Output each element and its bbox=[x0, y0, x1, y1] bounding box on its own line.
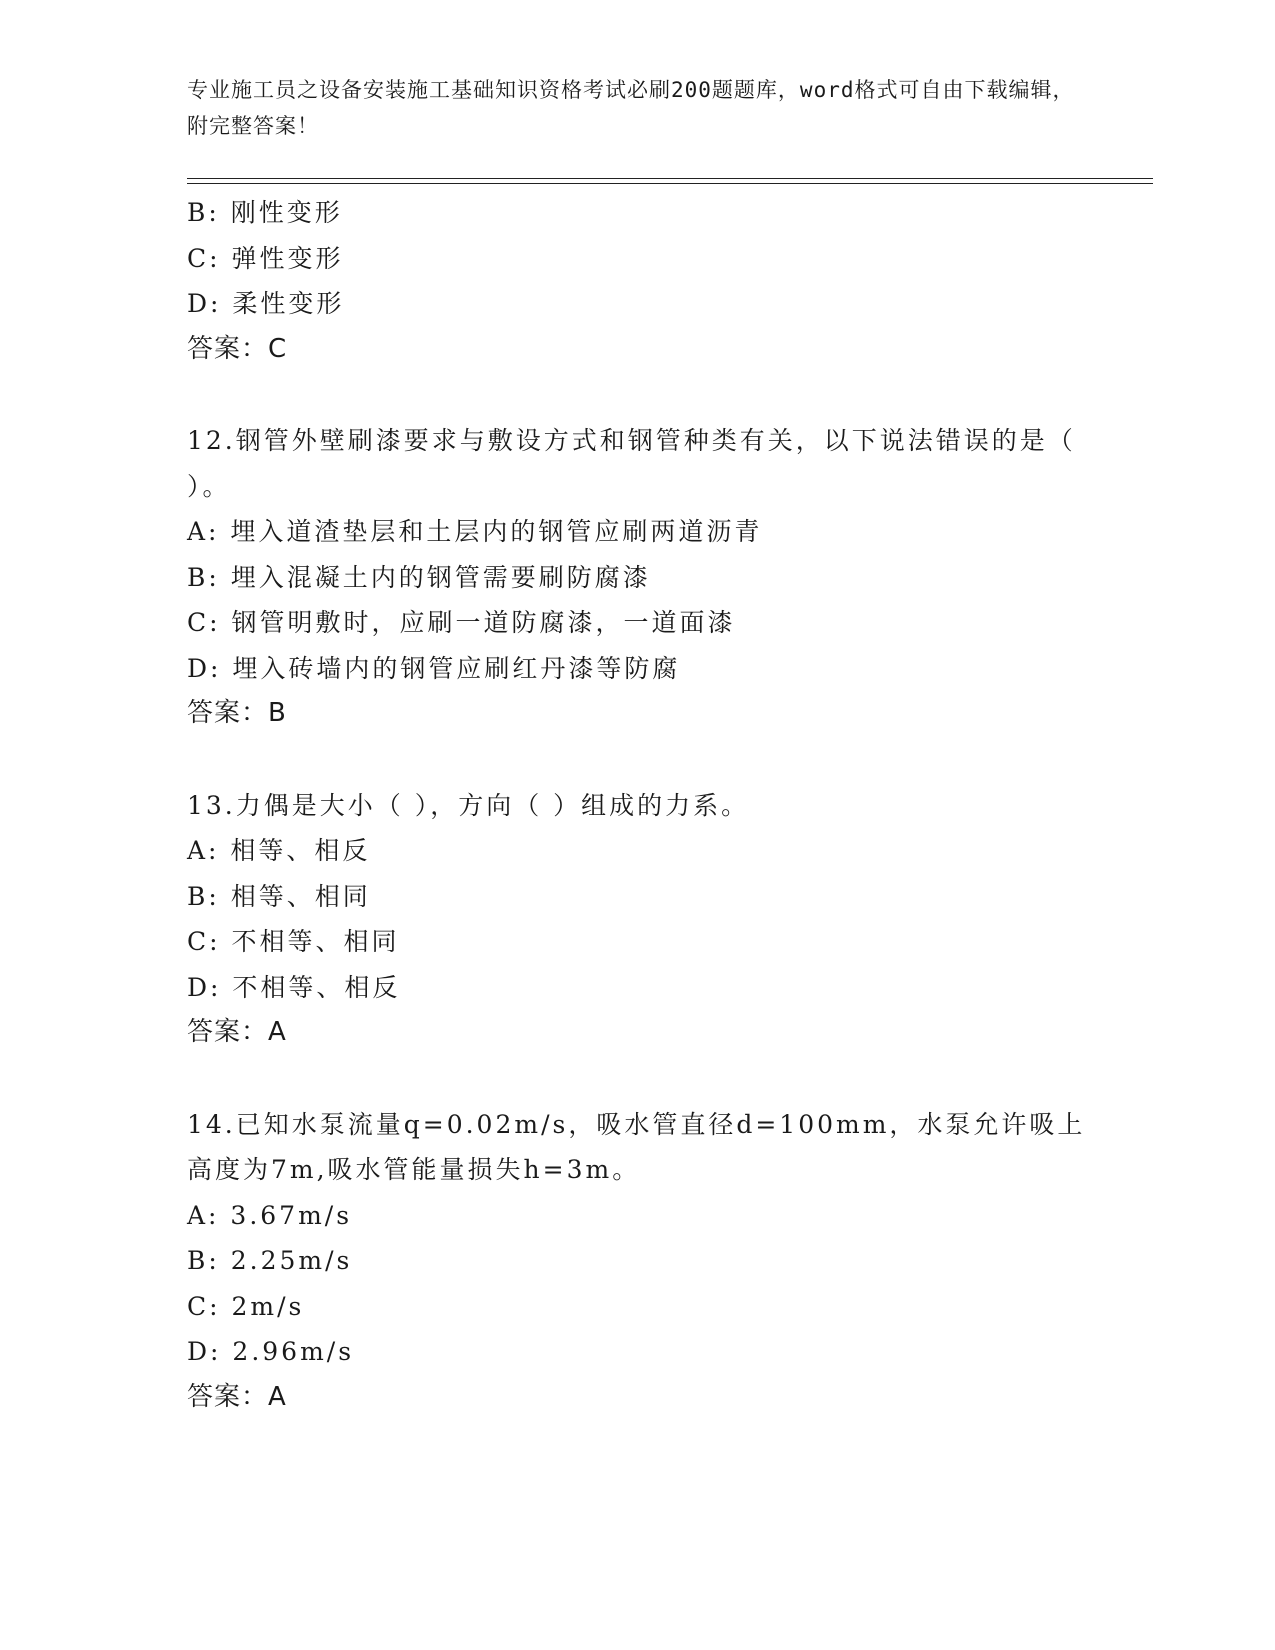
header-divider bbox=[187, 178, 1153, 184]
question-text: 13.力偶是大小（ ），方向（ ）组成的力系。 bbox=[187, 790, 750, 820]
option-c: C: 弹性变形 bbox=[187, 243, 344, 273]
question-text: 12.钢管外壁刷漆要求与敷设方式和钢管种类有关，以下说法错误的是（ ）。 bbox=[187, 426, 1076, 501]
document-body bbox=[187, 190, 1087, 1420]
option-a: A: 相等、相反 bbox=[187, 836, 371, 865]
question-12 bbox=[187, 418, 1087, 737]
option-a: A: 埋入道渣垫层和土层内的钢管应刷两道沥青 bbox=[187, 517, 763, 546]
option-a: A: 3.67m/s bbox=[187, 1200, 353, 1230]
spacer bbox=[187, 737, 1087, 783]
spacer bbox=[187, 1056, 1087, 1102]
page-header: 专业施工员之设备安装施工基础知识资格考试必刷200题题库，word格式可自由下载编辑，附完整答案！ bbox=[187, 78, 1075, 138]
option-d: D: 埋入砖墙内的钢管应刷红丹漆等防腐 bbox=[187, 653, 681, 683]
answer-line: 答案：B bbox=[187, 698, 287, 728]
answer-line: 答案：A bbox=[187, 1381, 287, 1412]
option-d: D: 不相等、相反 bbox=[187, 972, 401, 1002]
previous-question-tail bbox=[187, 190, 1087, 372]
spacer bbox=[187, 372, 1087, 418]
question-14 bbox=[187, 1102, 1087, 1421]
question-text: 14.已知水泵流量q=0.02m/s，吸水管直径d=100mm，水泵允许吸上高度为7m,吸水管能量损失h=3m。 bbox=[187, 1109, 1086, 1184]
option-c: C: 钢管明敷时，应刷一道防腐漆，一道面漆 bbox=[187, 608, 736, 637]
option-c: C: 2m/s bbox=[187, 1291, 305, 1321]
question-13 bbox=[187, 783, 1087, 1056]
option-b: B: 相等、相同 bbox=[187, 881, 371, 911]
option-d: D: 2.96m/s bbox=[187, 1337, 355, 1366]
answer-line: 答案：A bbox=[187, 1017, 287, 1047]
option-b: B: 2.25m/s bbox=[187, 1246, 353, 1275]
answer-line: 答案：C bbox=[187, 333, 288, 364]
option-b: B: 刚性变形 bbox=[187, 198, 343, 227]
option-c: C: 不相等、相同 bbox=[187, 927, 400, 956]
option-d: D: 柔性变形 bbox=[187, 289, 345, 318]
option-b: B: 埋入混凝土内的钢管需要刷防腐漆 bbox=[187, 562, 651, 592]
